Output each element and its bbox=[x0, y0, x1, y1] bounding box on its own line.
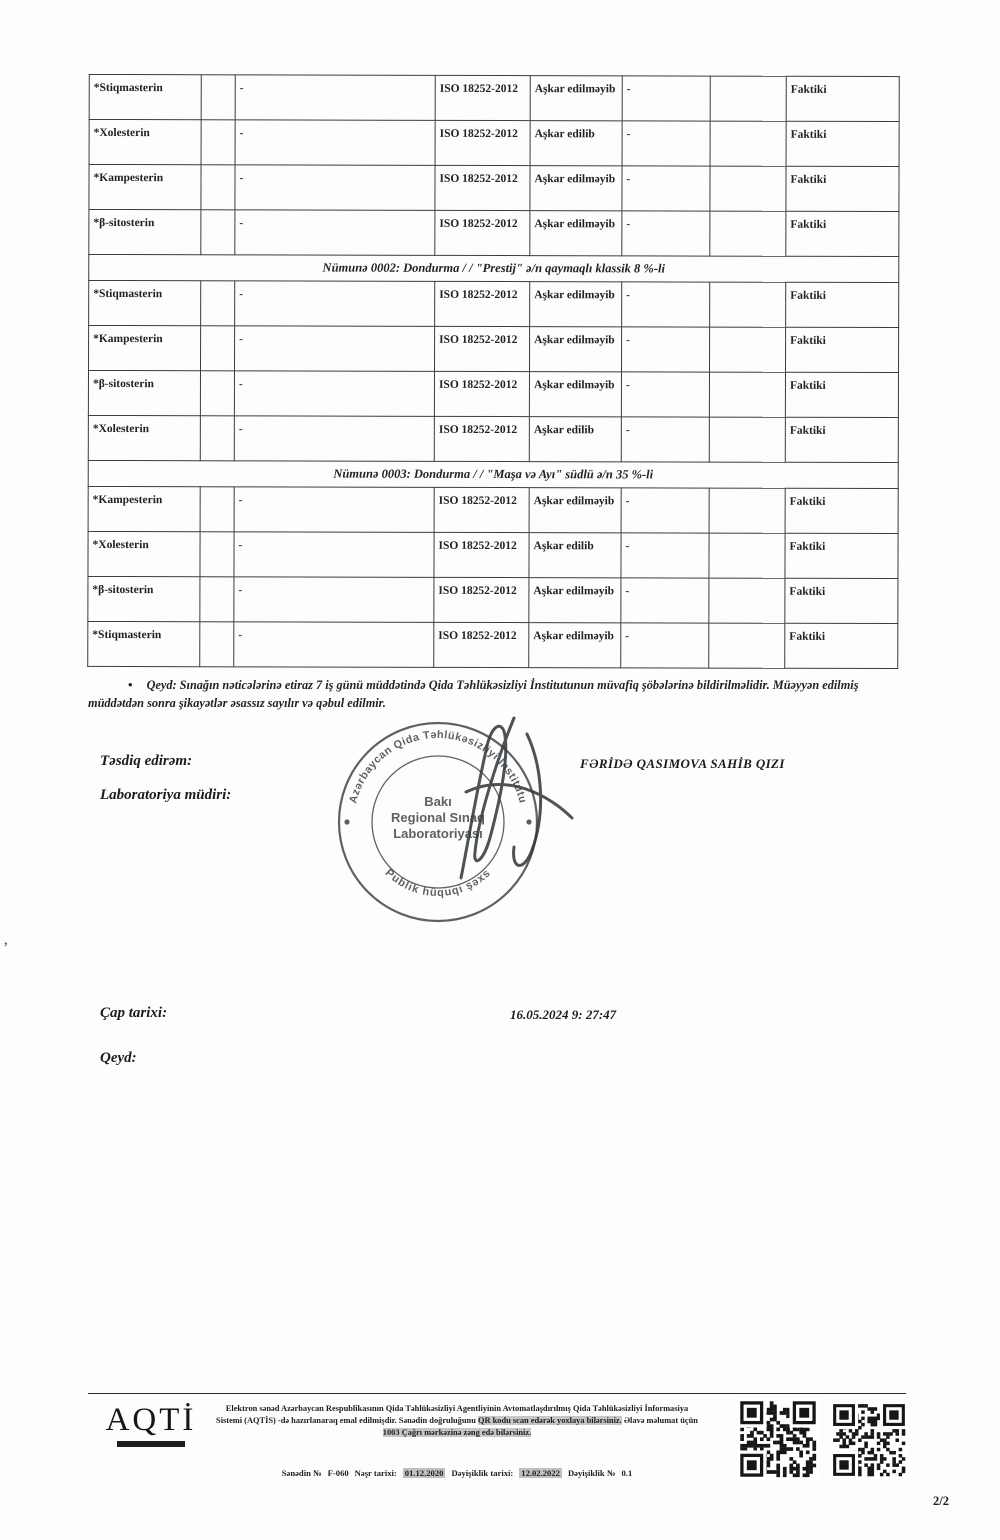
empty-cell bbox=[709, 327, 785, 372]
basis-cell: Faktiki bbox=[785, 417, 898, 462]
document-meta-line bbox=[213, 1468, 701, 1478]
parameter-cell: *Stiqmasterin bbox=[89, 74, 201, 119]
empty-cell bbox=[710, 121, 786, 166]
empty-cell bbox=[200, 487, 234, 532]
results-table bbox=[87, 74, 900, 669]
stamp-svg bbox=[318, 700, 618, 942]
value-cell: - bbox=[235, 75, 435, 121]
publish-date-label: Nəşr tarixi: bbox=[354, 1468, 397, 1478]
norm-cell: - bbox=[621, 578, 709, 623]
value-cell: - bbox=[234, 577, 434, 623]
method-cell: ISO 18252-2012 bbox=[434, 532, 529, 577]
bullet-icon: • bbox=[128, 677, 133, 692]
approve-label: Təsdiq edirəm: bbox=[100, 753, 193, 769]
basis-cell: Faktiki bbox=[786, 211, 899, 256]
value-cell: - bbox=[234, 371, 434, 417]
publish-date-value: 01.12.2020 bbox=[404, 1468, 444, 1478]
norm-cell: - bbox=[621, 623, 709, 668]
empty-cell bbox=[710, 76, 786, 121]
norm-cell: - bbox=[622, 76, 710, 121]
approver-name: FƏRİDƏ QASIMOVA SAHİB QIZI bbox=[580, 756, 785, 771]
basis-cell: Faktiki bbox=[785, 578, 898, 623]
stamp-dot-right bbox=[526, 819, 531, 824]
empty-cell bbox=[200, 371, 234, 416]
role-label: Laboratoriya müdiri: bbox=[100, 787, 232, 803]
result-cell: Aşkar edilməyib bbox=[529, 372, 621, 417]
sample-title: Nümunə 0003: Dondurma / / "Maşa və Ayı" südlü ə/n 35 %-li bbox=[88, 460, 898, 488]
method-cell: ISO 18252-2012 bbox=[435, 120, 530, 165]
basis-cell: Faktiki bbox=[785, 372, 898, 417]
basis-cell: Faktiki bbox=[785, 327, 898, 372]
aqti-logo bbox=[95, 1402, 207, 1447]
norm-cell: - bbox=[621, 488, 709, 533]
print-date-label: Çap tarixi: bbox=[100, 1005, 168, 1021]
empty-cell bbox=[200, 416, 234, 461]
method-cell: ISO 18252-2012 bbox=[434, 622, 529, 667]
norm-cell: - bbox=[622, 121, 710, 166]
norm-cell: - bbox=[622, 211, 710, 256]
result-cell: Aşkar edilməyib bbox=[529, 327, 621, 372]
footer-info-highlight: QR kodu scan edərək yoxlaya bilərsiniz. bbox=[477, 1416, 622, 1426]
table-row bbox=[89, 209, 899, 256]
result-cell: Aşkar edilməyib bbox=[529, 488, 621, 533]
change-date-value: 12.02.2022 bbox=[521, 1468, 560, 1478]
result-cell: Aşkar edilib bbox=[529, 533, 621, 578]
change-date-label: Dəyişiklik tarixi: bbox=[451, 1468, 514, 1478]
parameter-cell: *β-sitosterin bbox=[89, 209, 201, 254]
parameter-cell: *Kampesterin bbox=[89, 325, 201, 370]
basis-cell: Faktiki bbox=[785, 488, 898, 533]
value-cell: - bbox=[234, 487, 434, 533]
sample-section-header bbox=[88, 460, 898, 488]
stamp-center-line3: Laboratoriyası bbox=[393, 826, 483, 841]
method-cell: ISO 18252-2012 bbox=[434, 577, 529, 622]
norm-cell: - bbox=[621, 533, 709, 578]
sample-section-header bbox=[89, 254, 899, 282]
note-text: Sınağın nəticələrinə etiraz 7 iş günü müddətində Qida Təhlükəsizliyi İnstitutunun müvafiq şöbələrinə bildirilməlidir. Müəyyən edilmiş müddətdən sonra şikayətlər əsassız sayılır və qəbul edilmir. bbox=[88, 678, 859, 710]
empty-cell bbox=[201, 326, 235, 371]
table-row bbox=[88, 486, 898, 533]
empty-cell bbox=[201, 210, 235, 255]
qr-code-1 bbox=[737, 1398, 819, 1480]
empty-cell bbox=[201, 165, 235, 210]
method-cell: ISO 18252-2012 bbox=[434, 487, 529, 532]
empty-cell bbox=[200, 577, 234, 622]
scan-artifact: , bbox=[4, 932, 8, 948]
basis-cell: Faktiki bbox=[786, 282, 899, 327]
table-row bbox=[89, 164, 899, 211]
stamp-ring-bottom-text: Publik hüquqi şəxs bbox=[382, 866, 494, 900]
doc-number-label: Sənədin № bbox=[281, 1468, 322, 1478]
norm-cell: - bbox=[622, 282, 710, 327]
method-cell: ISO 18252-2012 bbox=[435, 281, 530, 326]
table-row bbox=[89, 280, 899, 327]
parameter-cell: *Kampesterin bbox=[89, 164, 201, 209]
change-number-value: 0.1 bbox=[621, 1468, 633, 1478]
method-cell: ISO 18252-2012 bbox=[435, 75, 530, 120]
change-number-label: Dəyişiklik № bbox=[567, 1468, 616, 1478]
empty-cell bbox=[709, 417, 785, 462]
value-cell: - bbox=[235, 210, 435, 256]
norm-cell: - bbox=[621, 417, 709, 462]
result-cell: Aşkar edilməyib bbox=[530, 76, 622, 121]
method-cell: ISO 18252-2012 bbox=[434, 416, 529, 461]
empty-cell bbox=[201, 281, 235, 326]
table-row bbox=[88, 621, 898, 668]
value-cell: - bbox=[235, 326, 435, 372]
qeyd-label: Qeyd: bbox=[100, 1050, 137, 1066]
norm-cell: - bbox=[622, 166, 710, 211]
method-cell: ISO 18252-2012 bbox=[434, 371, 529, 416]
norm-cell: - bbox=[621, 372, 709, 417]
empty-cell bbox=[200, 532, 234, 577]
empty-cell bbox=[201, 120, 235, 165]
table-row bbox=[88, 531, 898, 578]
value-cell: - bbox=[234, 532, 434, 578]
footer-info-highlight: 1003 Çağrı mərkəzinə zəng edə bilərsiniz. bbox=[382, 1428, 532, 1438]
parameter-cell: *β-sitosterin bbox=[88, 370, 200, 415]
stamp-dot-left bbox=[344, 819, 349, 824]
basis-cell: Faktiki bbox=[785, 623, 898, 668]
doc-number-value: F-060 bbox=[327, 1468, 349, 1478]
parameter-cell: *Stiqmasterin bbox=[88, 621, 200, 666]
value-cell: - bbox=[234, 416, 434, 462]
result-cell: Aşkar edilməyib bbox=[529, 578, 621, 623]
table-row bbox=[88, 415, 898, 462]
empty-cell bbox=[709, 533, 785, 578]
parameter-cell: *Xolesterin bbox=[89, 119, 201, 164]
table-row bbox=[89, 325, 899, 372]
empty-cell bbox=[201, 75, 235, 120]
footer-info-text bbox=[213, 1403, 701, 1440]
basis-cell: Faktiki bbox=[785, 533, 898, 578]
method-cell: ISO 18252-2012 bbox=[435, 165, 530, 210]
parameter-cell: *Stiqmasterin bbox=[89, 280, 201, 325]
parameter-cell: *Xolesterin bbox=[88, 531, 200, 576]
norm-cell: - bbox=[621, 327, 709, 372]
footer-info-part: Elektron sənəd Azərbaycan Respublikasının Qida Təhlükəsizliyi Agentliyinin Avtomatlaşdırılmış Qida Təhlükəsizliyi İnformasiya Sistemi (AQTİS) -də hazırlanaraq emal edilmişdir. Sənədin doğruluğunu bbox=[216, 1404, 689, 1426]
stamp-center-line2: Regional Sınaq bbox=[391, 810, 485, 825]
table-row bbox=[88, 576, 898, 623]
result-cell: Aşkar edilməyib bbox=[530, 166, 622, 211]
result-cell: Aşkar edilməyib bbox=[529, 623, 621, 668]
stamp-center-line1: Bakı bbox=[424, 794, 452, 809]
empty-cell bbox=[710, 166, 786, 211]
method-cell: ISO 18252-2012 bbox=[435, 210, 530, 255]
svg-text:Publik hüquqi şəxs bbox=[383, 867, 494, 899]
stamp-ring-top-text: Azərbaycan Qida Təhlükəsizliyi İnstitutu bbox=[347, 728, 529, 805]
aqti-logo-text: AQTİ bbox=[105, 1402, 197, 1438]
value-cell: - bbox=[235, 120, 435, 166]
results-table-body bbox=[88, 74, 900, 668]
note-label: Qeyd: bbox=[146, 678, 177, 692]
footer-info-part: Əlavə məlumat üçün bbox=[621, 1416, 698, 1426]
footer-divider bbox=[88, 1393, 906, 1394]
value-cell: - bbox=[235, 281, 435, 327]
value-cell: - bbox=[234, 622, 434, 668]
laboratory-stamp bbox=[318, 700, 618, 942]
parameter-cell: *Kampesterin bbox=[88, 486, 200, 531]
table-row bbox=[89, 74, 899, 121]
sample-title: Nümunə 0002: Dondurma / / "Prestij" ə/n qaymaqlı klassik 8 %-li bbox=[89, 254, 899, 282]
empty-cell bbox=[710, 211, 786, 256]
aqti-logo-tagline bbox=[117, 1441, 185, 1447]
table-row bbox=[89, 119, 899, 166]
basis-cell: Faktiki bbox=[786, 166, 899, 211]
empty-cell bbox=[709, 578, 785, 623]
basis-cell: Faktiki bbox=[786, 121, 899, 166]
result-cell: Aşkar edilməyib bbox=[530, 282, 622, 327]
print-date-value: 16.05.2024 9: 27:47 bbox=[510, 1007, 617, 1022]
qr-code-2 bbox=[830, 1401, 908, 1479]
table-row bbox=[88, 370, 898, 417]
empty-cell bbox=[709, 623, 785, 668]
empty-cell bbox=[709, 488, 785, 533]
result-cell: Aşkar edilib bbox=[529, 417, 621, 462]
empty-cell bbox=[710, 282, 786, 327]
method-cell: ISO 18252-2012 bbox=[435, 326, 530, 371]
result-cell: Aşkar edilib bbox=[530, 121, 622, 166]
empty-cell bbox=[709, 372, 785, 417]
value-cell: - bbox=[235, 165, 435, 211]
empty-cell bbox=[200, 622, 234, 667]
page-number: 2/2 bbox=[933, 1494, 949, 1508]
parameter-cell: *β-sitosterin bbox=[88, 576, 200, 621]
basis-cell: Faktiki bbox=[786, 76, 899, 121]
parameter-cell: *Xolesterin bbox=[88, 415, 200, 460]
result-cell: Aşkar edilməyib bbox=[530, 211, 622, 256]
